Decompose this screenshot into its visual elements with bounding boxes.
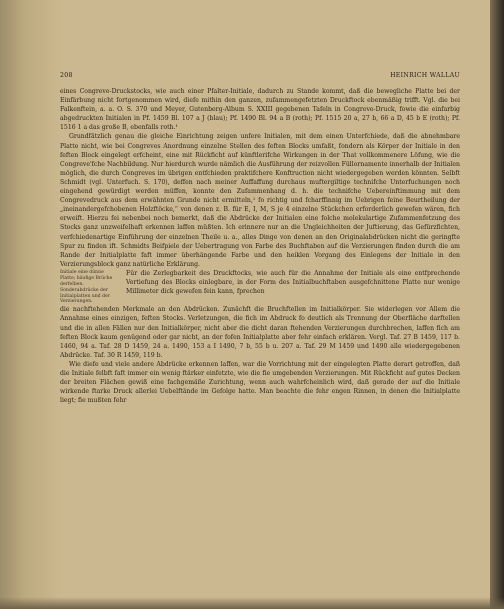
paragraph-2: Grundfätzlich genau die gleiche Einrichtung zeigen unfere Initialen, mit dem einen Unterfchiede, daß die abnehmbare Platte nicht, wie bei Congreves Anordnung einzelne Stellen des feften Blocks umfaßt, fondern als Körper der Initiale in den feften Block eingelegt erfcheint, eine mit Rückficht auf künftlerifche Wirkungen in der That vollkommenere Löfung, wie die Congreve'fche Nachbildung. Nur hierdurch wurde nämlich die Ausführung der reizvollen Füllornamente innerhalb der Initialen möglich, die durch Congreves im übrigen entfchieden praktifchere Konftruction nicht wiedergegeben werden könnten. Selbft Schmidt (vgl. Unterfuch. S. 170), deffen nach meiner Auffaffung durchaus muftergiltige technifche Unterfuchungen noch eingehend gewürdigt werden müffen, konnte den Zufammenhang d. h. die technifche Uebereinftimmung mit dem Congrevedruck aus dem erwähnten Grunde nicht ermitteln,¹ fo richtig und fcharffinnig im Uebrigen feine Beurtheilung der „ineinandergefchobenen Holzftöcke,“ von denen z. B. für E, I, M, S je 4 einzelne Stückchen erforderlich gewefen wären, fich erweift. Hierzu fei nebenbei noch bemerkt, daß die Abdrücke der Initialen eine folche molekulartige Zufammenfetzung des Stocks ganz unzweifelhaft erkennen laffen müßten. Ich erinnere nur an die Ungleichheiten der Juftierung, das Gefürzfichten, verfchiedenartige Einführung der einzelnen Theile u. a., alles Dinge von denen an den Originalabdrücken nicht die geringfte Spur zu finden ift. Schmidts Beifpiele der Uebertragung von Farbe des Buchftaben auf die Verzierungen finden durch die am Rande der Initialplatte faft immer überhängende Farbe und den heiklen Vorgang des Einlegens der Initiale in den Verzierungsblock ganz natürliche Erklärung. bbox=[60, 133, 460, 268]
page-content bbox=[60, 72, 460, 405]
page-edge-bottom bbox=[0, 597, 504, 609]
paragraph-4: Wie diefe und viele andere Abdrücke erkennen laffen, war die Vorrichtung mit der eingelegten Platte derart getroffen, daß die Initiale felbft faft immer ein wenig ftärker einfetzte, wie die fie umgebenden Verzierungen. Mit Rückficht auf gutes Decken der breiten Flächen gewiß eine fachgemäße Zurichtung, wenn auch wahrfcheinlich wird, daß gerade der auf die Initiale wirkende ftarke Druck allerlei Uebelftände im Gefolge hatte. Man beachte die fehr engen Rinnen, in denen die Initialplatte liegt; fie mußten fehr bbox=[60, 360, 460, 405]
gutter-shadow bbox=[0, 0, 60, 609]
paragraph-3-start: Für die Zerlegbarkeit des Druckftocks, wie auch für die Annahme der Initiale als eine entfprechende Vertiefung des Blocks einlegbare, in der Form des Initialbuchftaben ausgefchnittene Platte nur wenige Millimeter dick gewefen fein kann, fprechen bbox=[126, 269, 460, 296]
paragraph-3-cont: die nachftehenden Merkmale an den Abdrücken. Zunächft die Bruchftellen im Initialkörper. Sie widerlegen vor Allem die Annahme eines einzigen, feften Stocks. Verletzungen, die fich im Abdruck fo deutlich als Trennung der Oberfläche darftellen und die in allen Fällen nur den Initialkörper, nicht aber die dicht daran ftehenden Verzierungen durchbrechen, laffen fich am feften Block kaum genügend oder gar nicht, an der fofen Initialplatte aber fehr einfach erklären. Vergl. Taf. 27 B 1459, 117 b. 1460, 94 a. Taf. 28 D 1459, 24 a. 1490, 153 a I 1490, 7 b, 55 b u. 207 a. Taf. 29 M 1459 und 1490 alle wiedergegebenen Abdrücke. Taf. 30 R 1459, 119 b. bbox=[60, 306, 460, 359]
margin-note: Initiale eine dünne Platte; häufige Brüche derfelben. Sonderabdrücke der Initialplatten und der Verzierungen. bbox=[60, 269, 113, 305]
running-title: HEINRICH WALLAU bbox=[390, 72, 460, 79]
page-edge-right bbox=[490, 0, 504, 609]
sidenote-block bbox=[60, 269, 460, 305]
running-head bbox=[60, 72, 460, 79]
paragraph-1: eines Congreve-Druckstocks, wie auch einer Pfalter-Initiale, dadurch zu Stande kommt, daß die bewegliche Platte bei der Einfärbung nicht fortgenommen wird, diefe mithin den ganzen, zufammengefetzten Druckftock ebenmäßig trifft. Vgl. die bei Falkenftein, a. a. O. S. 370 und Meyer, Gutenberg-Album S. XXIII gegebenen Tafeln in Congreve-Druck, fowie die einfarbig abgedruckten Initialen in Pf. 1459 Bl. 107 a J (blau); Pf. 1490 Bl. 94 a B (roth); Pf. 1515 20 a, 27 b, 66 a D, 45 b E (roth); Pf. 1516 1 a das große B, ebenfalls roth.¹ bbox=[60, 88, 460, 132]
page-number: 208 bbox=[60, 72, 73, 79]
